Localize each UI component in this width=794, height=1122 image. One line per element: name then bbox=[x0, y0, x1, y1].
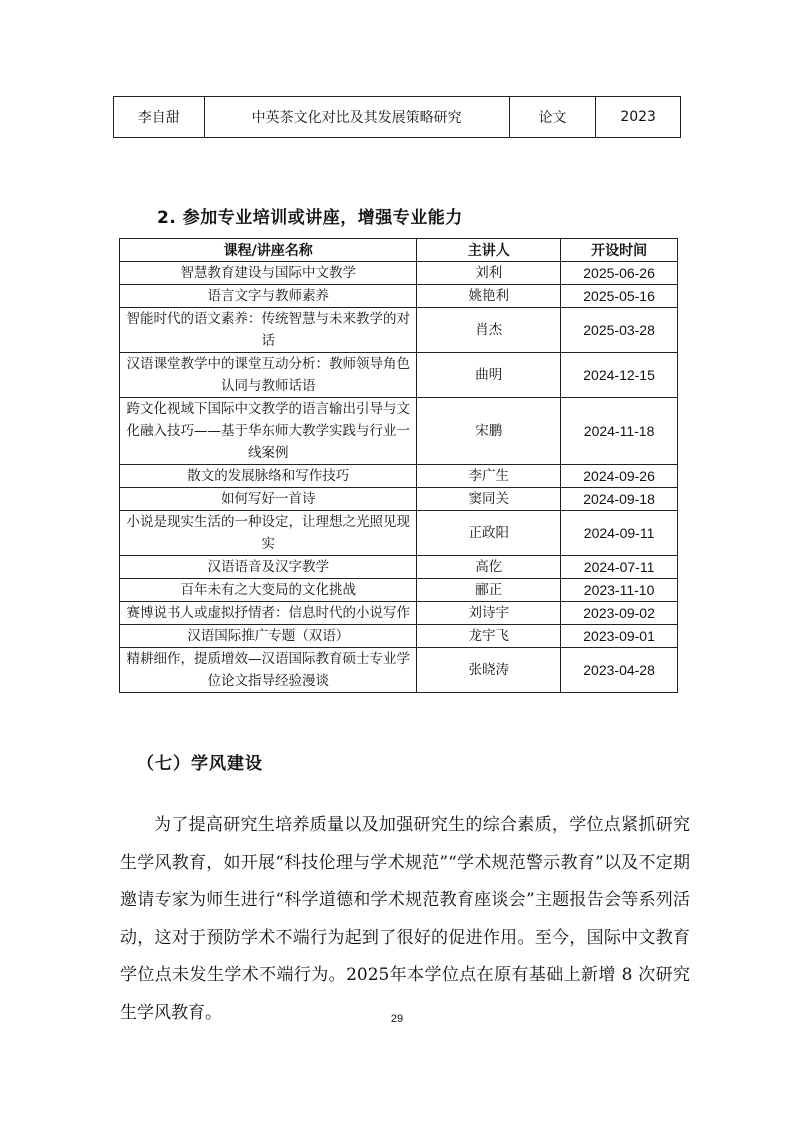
lecture-date: 2025-06-26 bbox=[561, 262, 678, 285]
section-heading: 2. 参加专业培训或讲座，增强专业能力 bbox=[157, 208, 463, 228]
table-row bbox=[120, 398, 678, 465]
lecture-name: 小说是现实生活的一种设定，让理想之光照见现实 bbox=[120, 511, 417, 556]
table-row bbox=[120, 262, 678, 285]
lecture-name: 百年未有之大变局的文化挑战 bbox=[120, 579, 417, 602]
lecture-name: 赛博说书人或虚拟抒情者：信息时代的小说写作 bbox=[120, 602, 417, 625]
lecture-speaker: 龙宇飞 bbox=[417, 625, 561, 648]
publication-table bbox=[113, 96, 681, 138]
table-row bbox=[120, 625, 678, 648]
table-row bbox=[120, 579, 678, 602]
table-row bbox=[120, 602, 678, 625]
lecture-date: 2025-03-28 bbox=[561, 308, 678, 353]
lecture-name: 散文的发展脉络和写作技巧 bbox=[120, 465, 417, 488]
lecture-speaker: 宋鹏 bbox=[417, 398, 561, 465]
header-name: 课程/讲座名称 bbox=[120, 239, 417, 262]
lecture-speaker: 李广生 bbox=[417, 465, 561, 488]
lecture-name: 智能时代的语文素养：传统智慧与未来教学的对话 bbox=[120, 308, 417, 353]
table-row bbox=[120, 308, 678, 353]
lecture-name: 汉语语音及汉字教学 bbox=[120, 556, 417, 579]
lecture-table bbox=[119, 238, 678, 693]
lecture-speaker: 曲明 bbox=[417, 353, 561, 398]
lecture-speaker: 刘利 bbox=[417, 262, 561, 285]
lecture-date: 2024-07-11 bbox=[561, 556, 678, 579]
lecture-speaker: 高仡 bbox=[417, 556, 561, 579]
lecture-speaker: 姚艳利 bbox=[417, 285, 561, 308]
lecture-name: 如何写好一首诗 bbox=[120, 488, 417, 511]
lecture-date: 2024-09-18 bbox=[561, 488, 678, 511]
lecture-date: 2024-12-15 bbox=[561, 353, 678, 398]
lecture-name: 智慧教育建设与国际中文教学 bbox=[120, 262, 417, 285]
table-row bbox=[120, 511, 678, 556]
lecture-name: 汉语课堂教学中的课堂互动分析：教师领导角色认同与教师话语 bbox=[120, 353, 417, 398]
header-date: 开设时间 bbox=[561, 239, 678, 262]
lecture-speaker: 肖杰 bbox=[417, 308, 561, 353]
lecture-name: 语言文字与教师素养 bbox=[120, 285, 417, 308]
header-speaker: 主讲人 bbox=[417, 239, 561, 262]
lecture-speaker: 刘诗宇 bbox=[417, 602, 561, 625]
lecture-date: 2023-11-10 bbox=[561, 579, 678, 602]
body-paragraph: 为了提高研究生培养质量以及加强研究生的综合素质，学位点紧抓研究生学风教育，如开展“科技伦理与学术规范”“学术规范警示教育”以及不定期邀请专家为师生进行“科学道德和学术规范教育座谈会”主题报告会等系列活动，这对于预防学术不端行为起到了很好的促进作用。至今，国际中文教育学位点未发生学术不端行为。2025年本学位点在原有基础上新增 8 次研究生学风教育。 bbox=[120, 815, 690, 1023]
title-cell: 中英茶文化对比及其发展策略研究 bbox=[204, 97, 509, 138]
table-row bbox=[120, 285, 678, 308]
table-row bbox=[120, 465, 678, 488]
type-cell: 论文 bbox=[509, 97, 596, 138]
table-row bbox=[120, 648, 678, 693]
lecture-speaker: 窦同关 bbox=[417, 488, 561, 511]
lecture-date: 2023-09-02 bbox=[561, 602, 678, 625]
lecture-speaker: 郦正 bbox=[417, 579, 561, 602]
page-number: 29 bbox=[390, 1013, 404, 1025]
lecture-date: 2025-05-16 bbox=[561, 285, 678, 308]
author-cell: 李自甜 bbox=[114, 97, 205, 138]
table-header-row bbox=[120, 239, 678, 262]
lecture-name: 精耕细作，提质增效—汉语国际教育硕士专业学位论文指导经验漫谈 bbox=[120, 648, 417, 693]
table-row bbox=[114, 97, 681, 138]
sub-heading: （七）学风建设 bbox=[137, 754, 263, 774]
lecture-speaker: 张晓涛 bbox=[417, 648, 561, 693]
lecture-name: 跨文化视域下国际中文教学的语言输出引导与文化融入技巧——基于华东师大教学实践与行业一线案例 bbox=[120, 398, 417, 465]
lecture-speaker: 正政阳 bbox=[417, 511, 561, 556]
table-row bbox=[120, 353, 678, 398]
lecture-date: 2023-04-28 bbox=[561, 648, 678, 693]
lecture-date: 2023-09-01 bbox=[561, 625, 678, 648]
table-row bbox=[120, 556, 678, 579]
lecture-date: 2024-09-26 bbox=[561, 465, 678, 488]
lecture-date: 2024-09-11 bbox=[561, 511, 678, 556]
lecture-name: 汉语国际推广专题（双语） bbox=[120, 625, 417, 648]
year-cell: 2023 bbox=[596, 97, 681, 138]
table-row bbox=[120, 488, 678, 511]
lecture-date: 2024-11-18 bbox=[561, 398, 678, 465]
